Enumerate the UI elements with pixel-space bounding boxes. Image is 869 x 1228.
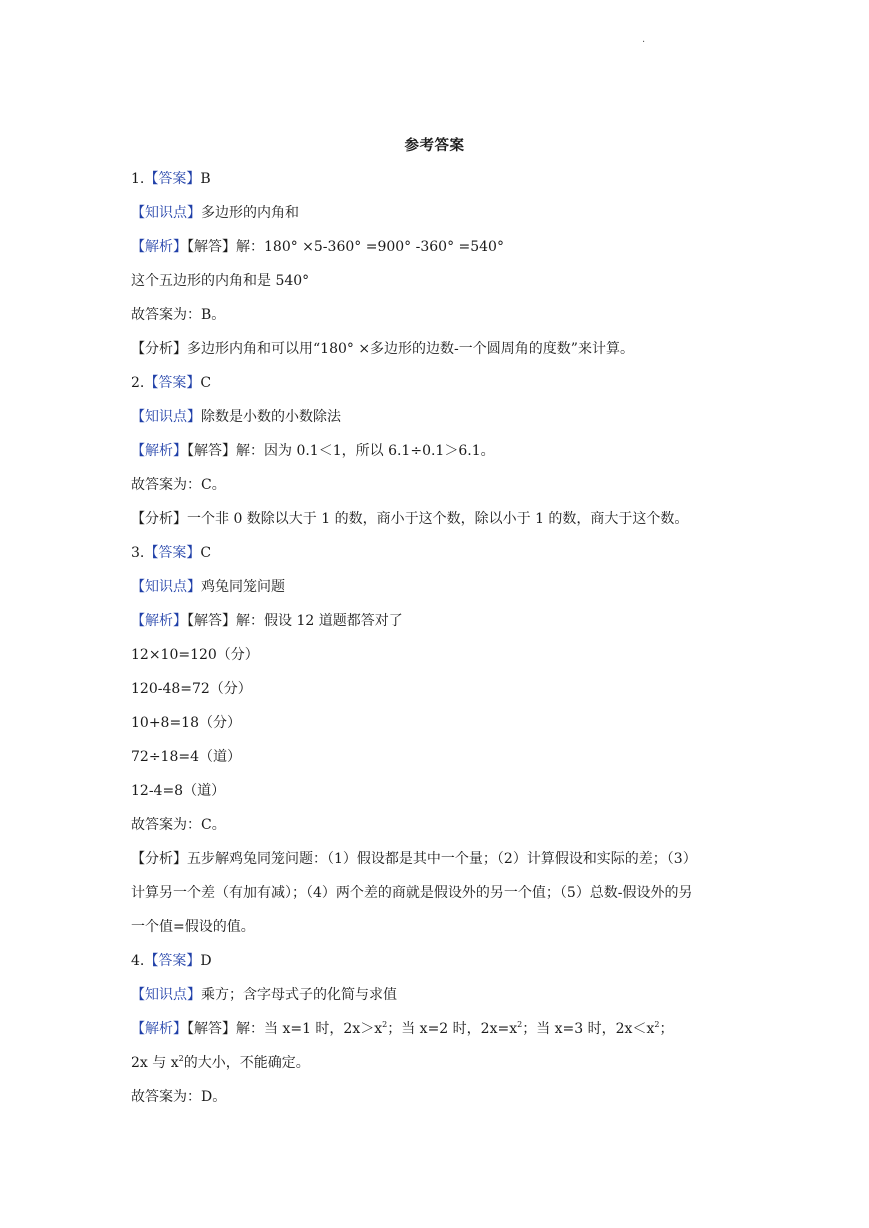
q3-jx-tag: 【解析】 <box>131 613 187 629</box>
q4-sup: 2 <box>178 1054 184 1063</box>
q1-number: 1. <box>131 171 145 187</box>
q4-answer-line <box>131 950 751 984</box>
q3-step-line: 10+8=18（分） <box>131 715 241 731</box>
q4-kp: 乘方；含字母式子的化简与求值 <box>201 987 397 1003</box>
q4-jx-line2b: 的大小，不能确定。 <box>183 1055 310 1071</box>
q3-kp: 鸡兔同笼问题 <box>201 579 285 595</box>
q3-fx-line3: 一个值=假设的值。 <box>131 919 255 935</box>
q4-kp-tag: 【知识点】 <box>131 987 201 1003</box>
header-dot: . <box>642 34 646 45</box>
q4-number: 4. <box>131 953 145 969</box>
page-title: 参考答案 <box>404 138 465 154</box>
q4-jx-a: 【解答】解：当 x=1 时，2x＞x <box>187 1021 383 1037</box>
answer-content <box>131 168 751 1120</box>
q3-step-line: 72÷18=4（道） <box>131 749 241 765</box>
q3-kp-tag: 【知识点】 <box>131 579 201 595</box>
q2-answer-tag: 【答案】 <box>144 375 201 391</box>
q3-fx-line2: 计算另一个差（有加有减）；（4）两个差的商就是假设外的另一个值；（5）总数-假设外的另 <box>131 885 693 901</box>
q4-sup: 2 <box>382 1020 388 1029</box>
q4-answer: D <box>200 953 212 969</box>
q3-knowledge-line <box>131 576 751 610</box>
q4-answer-tag: 【答案】 <box>144 953 201 969</box>
q2-knowledge-line <box>131 406 751 440</box>
q1-fx-line: 【分析】多边形内角和可以用“180° ×多边形的边数-一个圆周角的度数”来计算。 <box>131 341 634 357</box>
q3-jx-line1: 【解答】解：假设 12 道题都答对了 <box>187 613 403 629</box>
q2-answer: C <box>200 375 212 391</box>
q2-fx-line: 【分析】一个非 0 数除以大于 1 的数，商小于这个数，除以小于 1 的数，商大于这个数。 <box>131 511 689 527</box>
q1-jx-line3: 故答案为：B。 <box>131 307 226 323</box>
q3-step-line: 12×10=120（分） <box>131 647 259 663</box>
q4-sup: 2 <box>654 1020 660 1029</box>
q3-step-line: 12-4=8（道） <box>131 783 226 799</box>
q3-jx-end: 故答案为：C。 <box>131 817 226 833</box>
q2-answer-line <box>131 372 751 406</box>
q3-analysis-line <box>131 610 751 644</box>
q1-jx-line2: 这个五边形的内角和是 540° <box>131 273 310 289</box>
q3-step-line: 120-48=72（分） <box>131 681 252 697</box>
q4-jx-b: ；当 x=2 时，2x=x <box>387 1021 518 1037</box>
q2-kp: 除数是小数的小数除法 <box>201 409 341 425</box>
q4-analysis-line <box>131 1018 751 1052</box>
q2-analysis-line <box>131 440 751 474</box>
q2-kp-tag: 【知识点】 <box>131 409 201 425</box>
q4-sup: 2 <box>517 1020 523 1029</box>
q3-answer-line <box>131 542 751 576</box>
q1-jx-tag: 【解析】 <box>131 239 187 255</box>
q3-answer-tag: 【答案】 <box>144 545 201 561</box>
q1-answer: B <box>200 171 211 187</box>
q2-jx-line2: 故答案为：C。 <box>131 477 226 493</box>
q2-jx-tag: 【解析】 <box>131 443 187 459</box>
q4-jx-line2 <box>131 1052 751 1086</box>
q3-number: 3. <box>131 545 145 561</box>
q4-knowledge-line <box>131 984 751 1018</box>
q4-jx-end: 故答案为：D。 <box>131 1089 227 1105</box>
q3-fx-line1: 【分析】五步解鸡兔同笼问题：（1）假设都是其中一个量；（2）计算假设和实际的差；（3） <box>131 851 697 867</box>
q1-analysis-line <box>131 236 751 270</box>
q1-kp: 多边形的内角和 <box>201 205 299 221</box>
q4-jx-d: ； <box>659 1021 674 1037</box>
q1-knowledge-line <box>131 202 751 236</box>
q4-jx-line2a: 2x 与 x <box>131 1055 179 1071</box>
q1-answer-line <box>131 168 751 202</box>
q2-jx-line1: 【解答】解：因为 0.1＜1，所以 6.1÷0.1＞6.1。 <box>187 443 495 459</box>
q1-kp-tag: 【知识点】 <box>131 205 201 221</box>
q1-answer-tag: 【答案】 <box>144 171 201 187</box>
q2-number: 2. <box>131 375 145 391</box>
q1-jx-line1: 【解答】解：180° ×5-360° =900° -360° =540° <box>187 239 504 255</box>
q4-jx-c: ；当 x=3 时，2x＜x <box>522 1021 655 1037</box>
q3-answer: C <box>200 545 212 561</box>
q4-jx-tag: 【解析】 <box>131 1021 187 1037</box>
